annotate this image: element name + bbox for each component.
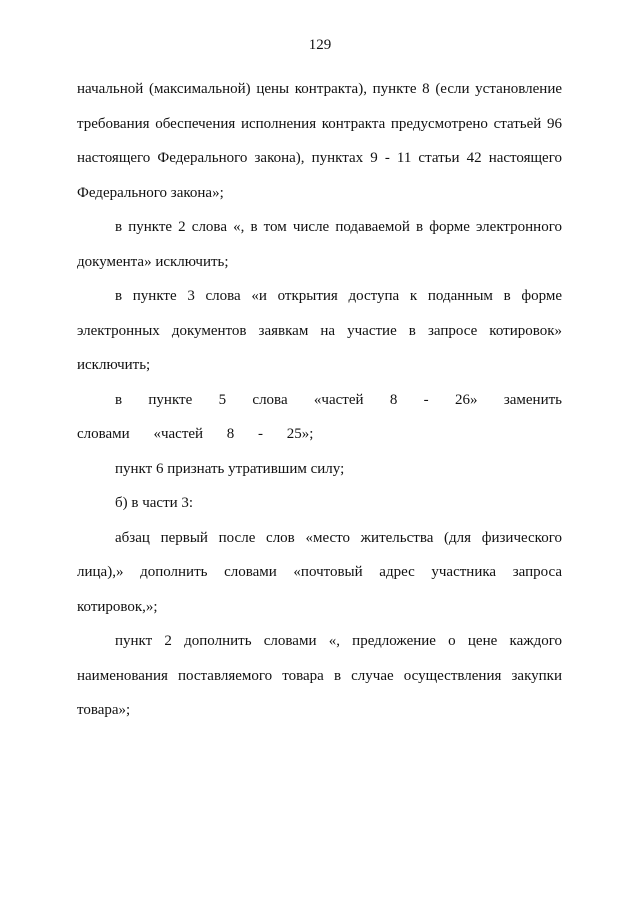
paragraph-part-3: б) в части 3: <box>115 495 194 511</box>
page-number: 129 <box>308 37 332 53</box>
paragraph-continuation: начальной (максимальной) цены контракта), пункте 8 (если установление требования обеспечения исполнения контракта предусмотрено статьей 96 настоящего Федерального закона), пунктах 9 - 11 статьи 42 настоящего Федерального закона»; <box>77 81 562 201</box>
paragraph-item-2: в пункте 2 слова «, в том числе подаваемой в форме электронного документа» исключить; <box>77 219 562 270</box>
paragraph-item-3: в пункте 3 слова «и открытия доступа к поданным в форме электронных документов заявкам на участие в запросе котировок» исключить; <box>77 288 562 373</box>
paragraph-item-6: пункт 6 признать утратившим силу; <box>115 460 345 477</box>
paragraph-item-2-addition: пункт 2 дополнить словами «, предложение о цене каждого наименования поставляемого товара в случае осуществления закупки товара»; <box>77 633 562 718</box>
paragraph-first-abzac: абзац первый после слов «место жительства (для физического лица),» дополнить словами «почтовый адрес участника запроса котировок,»; <box>77 529 562 615</box>
paragraph-item-5: в пункте 5 слова «частей 8 - 26» заменить словами «частей 8 - 25»; <box>77 391 562 442</box>
document-body <box>77 72 562 728</box>
